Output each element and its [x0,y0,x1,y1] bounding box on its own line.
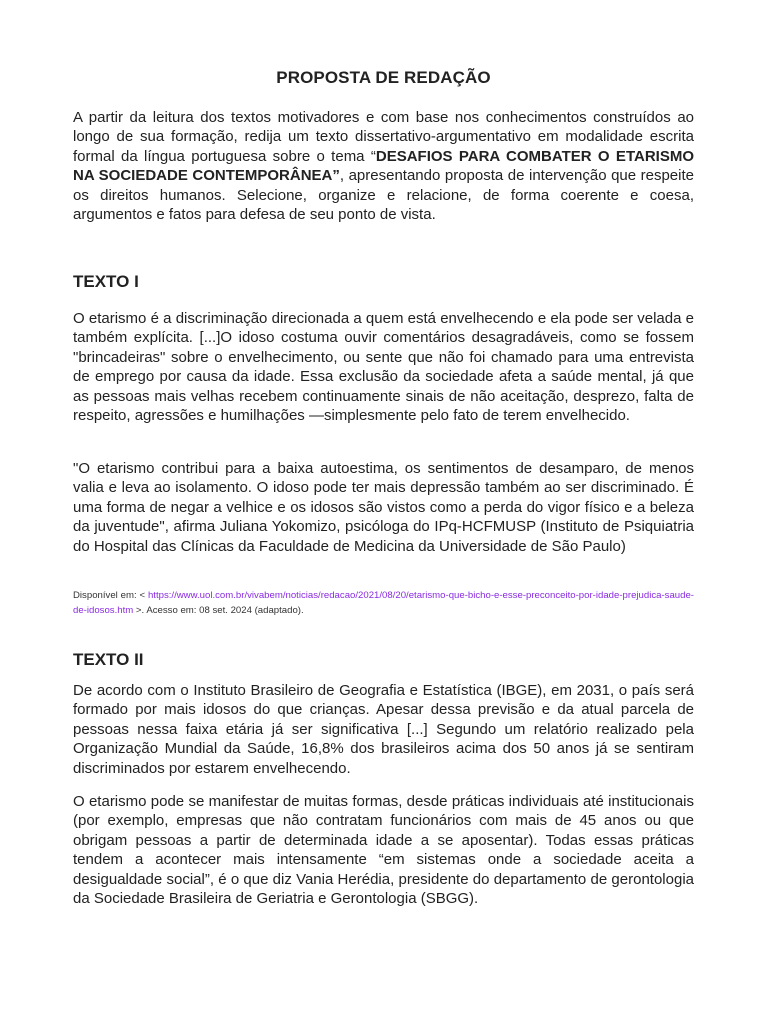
texto-1-paragraph-1: O etarismo é a discriminação direcionada a quem está envelhecendo e ela pode ser velada e também explícita. [...]O idoso costuma ouvir comentários desagradáveis, como se fossem "brincadeiras" sobre o envelhecimento, ou sente que não foi chamado para uma entrevista de emprego por causa da idade. Essa exclusão da sociedade afeta a saúde mental, já que as pessoas mais velhas recebem continuamente sinais de não aceitação, desprezo, falta de respeito, agressões e humilhações —simplesmente pelo fato de terem envelhecido. [73,310,694,425]
intro-paragraph [73,108,694,224]
texto-2-paragraph-1: De acordo com o Instituto Brasileiro de Geografia e Estatística (IBGE), em 2031, o país será formado por mais idosos do que crianças. Apesar dessa previsão e da atual parcela de pessoas nessa faixa etária já ser significativa [...] Segundo um relatório realizado pela Organização Mundial da Saúde, 16,8% dos brasileiros acima dos 50 anos já se sentiram discriminados por estarem envelhecendo. [73,682,694,777]
texto-2-paragraph-2: O etarismo pode se manifestar de muitas formas, desde práticas individuais até institucionais (por exemplo, empresas que não contratam funcionários com mais de 45 anos ou que obrigam pessoas a partir de determinada idade a se aposentar). Todas essas práticas tendem a acontecer mais intensamente “em sistemas onde a sociedade aceita a desigualdade social”, é o que diz Vania Herédia, presidente do departamento de gerontologia da Sociedade Brasileira de Geriatria e Gerontologia (SBGG). [73,793,694,908]
texto-1-heading: TEXTO I [73,272,139,291]
source-link[interactable]: https://www.uol.com.br/vivabem/noticias/redacao/2021/08/20/etarismo-que-bicho-e-esse-preconceito-por-idade-prejudica-saude-de-idosos.htm [73,590,694,616]
essay-theme: DESAFIOS PARA COMBATER O ETARISMO NA SOCIEDADE CONTEMPORÂNEA” [73,147,694,185]
source-suffix: >. Acesso em: 08 set. 2024 (adaptado). [133,605,304,616]
texto-1-paragraph-2: "O etarismo contribui para a baixa autoestima, os sentimentos de desamparo, de menos valia e leva ao isolamento. O idoso pode ter mais depressão também ao ser discriminado. É uma forma de negar a velhice e os idosos são vistos como a perda do vigor físico e a beleza da juventude", afirma Juliana Yokomizo, psicóloga do IPq-HCFMUSP (Instituto de Psiquiatria do Hospital das Clínicas da Faculdade de Medicina da Universidade de São Paulo) [73,460,694,555]
intro-text-after: , apresentando proposta de intervenção que respeite os direitos humanos. Selecione, organize e relacione, de forma coerente e coesa, argumentos e fatos para defesa de seu ponto de vista. [73,167,694,224]
source-prefix: Disponível em: < [73,590,148,601]
page-title: PROPOSTA DE REDAÇÃO [276,68,491,87]
texto-1-source-citation [73,588,694,618]
intro-text-before: A partir da leitura dos textos motivadores e com base nos conhecimentos construídos ao longo de sua formação, redija um texto dissertativo-argumentativo em modalidade escrita formal da língua portuguesa sobre o tema “ [73,109,694,165]
texto-2-heading: TEXTO II [73,650,144,669]
